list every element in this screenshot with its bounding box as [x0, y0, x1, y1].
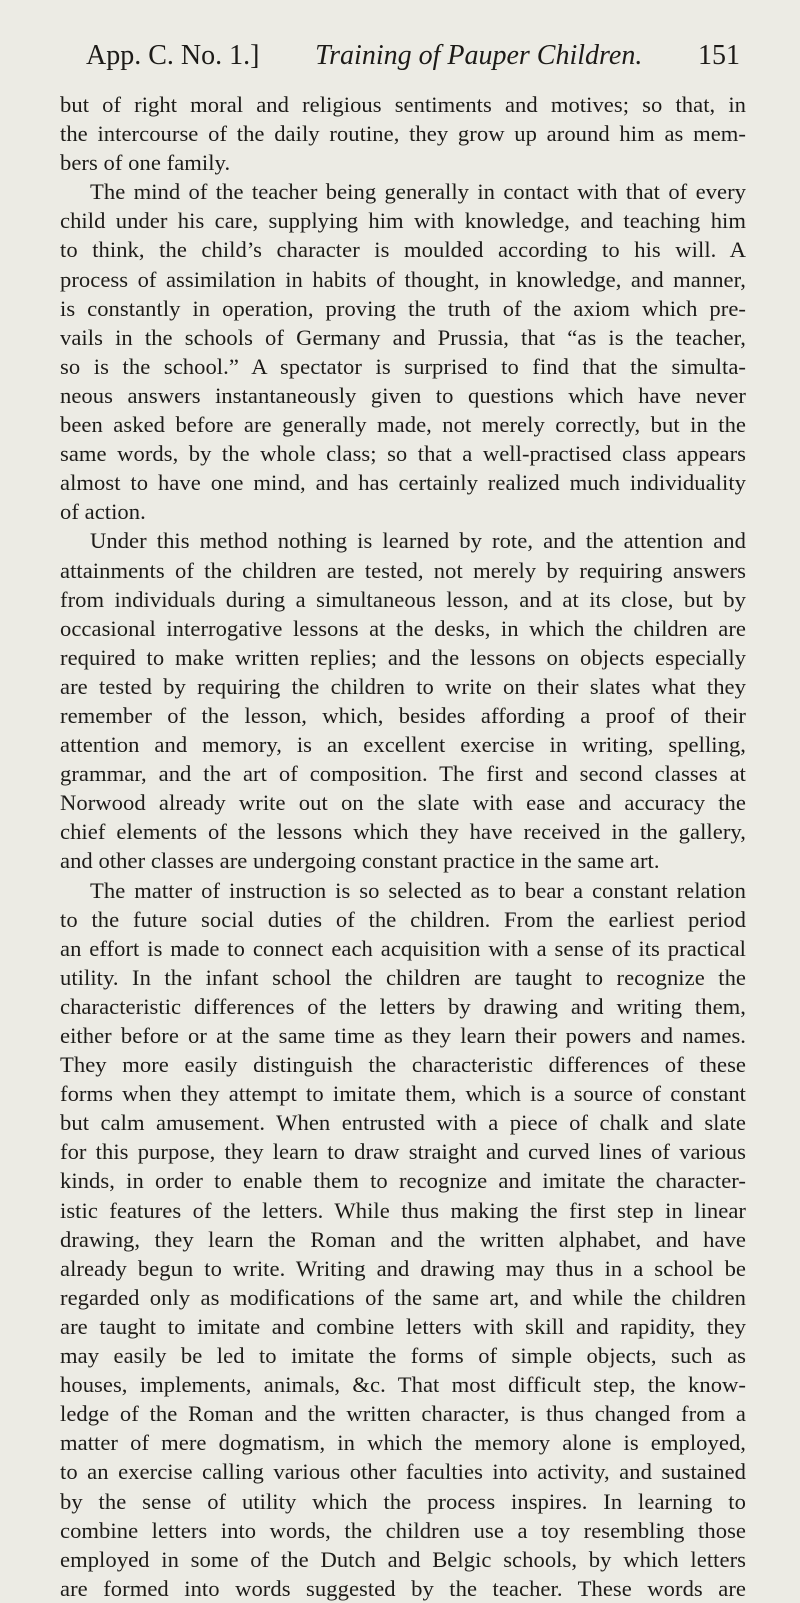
text-line: already begun to write. Writing and drawing may thus in a school be: [60, 1255, 746, 1281]
text-line: Under this method nothing is learned by rote, and the attention and: [90, 528, 746, 554]
text-line: bers of one family.: [60, 150, 231, 176]
text-line: They more easily distinguish the characteristic differences of these: [60, 1052, 746, 1078]
text-line: are tested by requiring the children to write on their slates what they: [60, 673, 746, 699]
text-line: so is the school.” A spectator is surprised to find that the simulta-: [60, 353, 746, 379]
text-line: remember of the lesson, which, besides affording a proof of their: [60, 702, 746, 728]
text-line: process of assimilation in habits of thought, in knowledge, and manner,: [60, 266, 746, 292]
running-title: Training of Pauper Children.: [315, 40, 643, 71]
text-line: attainments of the children are tested, not merely by requiring answers: [60, 557, 746, 583]
text-line: neous answers instantaneously given to questions which have never: [60, 382, 746, 408]
text-line: are formed into words suggested by the teacher. These words are: [60, 1575, 746, 1601]
page-number: 151: [697, 40, 740, 71]
text-line: attention and memory, is an excellent exercise in writing, spelling,: [60, 732, 746, 758]
text-line: been asked before are generally made, not merely correctly, but in the: [60, 412, 746, 438]
text-line: may easily be led to imitate the forms of simple objects, such as: [60, 1343, 746, 1369]
text-line: the intercourse of the daily routine, they grow up around him as mem-: [60, 121, 746, 147]
text-line: to the future social duties of the children. From the earliest period: [60, 906, 746, 932]
text-line: and other classes are undergoing constant practice in the same art.: [60, 848, 660, 874]
text-line: forms when they attempt to imitate them, which is a source of constant: [60, 1081, 746, 1107]
text-line: an effort is made to connect each acquisition with a sense of its practical: [60, 935, 746, 961]
text-line: by the sense of utility which the process inspires. In learning to: [60, 1488, 746, 1514]
text-line: istic features of the letters. While thus making the first step in linear: [60, 1197, 746, 1223]
text-line: either before or at the same time as they learn their powers and names.: [60, 1023, 746, 1048]
text-line: to think, the child’s character is moulded according to his will. A: [60, 237, 746, 263]
text-line: required to make written replies; and the lessons on objects especially: [60, 644, 746, 670]
text-line: almost to have one mind, and has certainly realized much individuality: [60, 470, 746, 496]
text-line: matter of mere dogmatism, in which the memory alone is employed,: [60, 1430, 746, 1456]
text-line: for this purpose, they learn to draw straight and curved lines of various: [60, 1139, 746, 1165]
text-line: utility. In the infant school the children are taught to recognize the: [60, 964, 746, 990]
text-line: but calm amusement. When entrusted with a piece of chalk and slate: [60, 1110, 746, 1136]
text-line: drawing, they learn the Roman and the written alphabet, and have: [60, 1226, 746, 1252]
text-line: The matter of instruction is so selected as to bear a constant relation: [90, 877, 746, 903]
text-line: child under his care, supplying him with knowledge, and teaching him: [60, 208, 746, 234]
text-line: of action.: [60, 499, 146, 525]
text-line: chief elements of the lessons which they have received in the gallery,: [60, 819, 746, 845]
text-line: houses, implements, animals, &c. That most difficult step, the know-: [60, 1372, 746, 1398]
text-line: vails in the schools of Germany and Prussia, that “as is the teacher,: [60, 324, 746, 350]
text-line: is constantly in operation, proving the truth of the axiom which pre-: [60, 295, 746, 321]
text-line: regarded only as modifications of the same art, and while the children: [60, 1284, 746, 1310]
text-line: are taught to imitate and combine letters with skill and rapidity, they: [60, 1313, 746, 1339]
text-line: grammar, and the art of composition. The first and second classes at: [60, 761, 746, 787]
text-line: occasional interrogative lessons at the desks, in which the children are: [60, 615, 746, 641]
text-line: to an exercise calling various other faculties into activity, and sustained: [60, 1459, 746, 1485]
text-line: same words, by the whole class; so that a well-practised class appears: [60, 441, 746, 467]
running-head: [60, 40, 746, 72]
section-reference: App. C. No. 1.]: [86, 40, 260, 71]
text-line: ledge of the Roman and the written character, is thus changed from a: [60, 1401, 746, 1427]
text-line: characteristic differences of the letters by drawing and writing them,: [60, 993, 746, 1019]
body-text: [60, 90, 746, 1603]
text-line: employed in some of the Dutch and Belgic schools, by which letters: [60, 1546, 746, 1572]
text-line: The mind of the teacher being generally in contact with that of every: [90, 179, 746, 205]
text-line: from individuals during a simultaneous lesson, and at its close, but by: [60, 586, 746, 612]
text-line: but of right moral and religious sentiments and motives; so that, in: [60, 92, 746, 117]
text-line: combine letters into words, the children use a toy resembling those: [60, 1517, 746, 1543]
text-line: Norwood already write out on the slate with ease and accuracy the: [60, 790, 746, 816]
text-line: kinds, in order to enable them to recognize and imitate the character-: [60, 1168, 746, 1194]
